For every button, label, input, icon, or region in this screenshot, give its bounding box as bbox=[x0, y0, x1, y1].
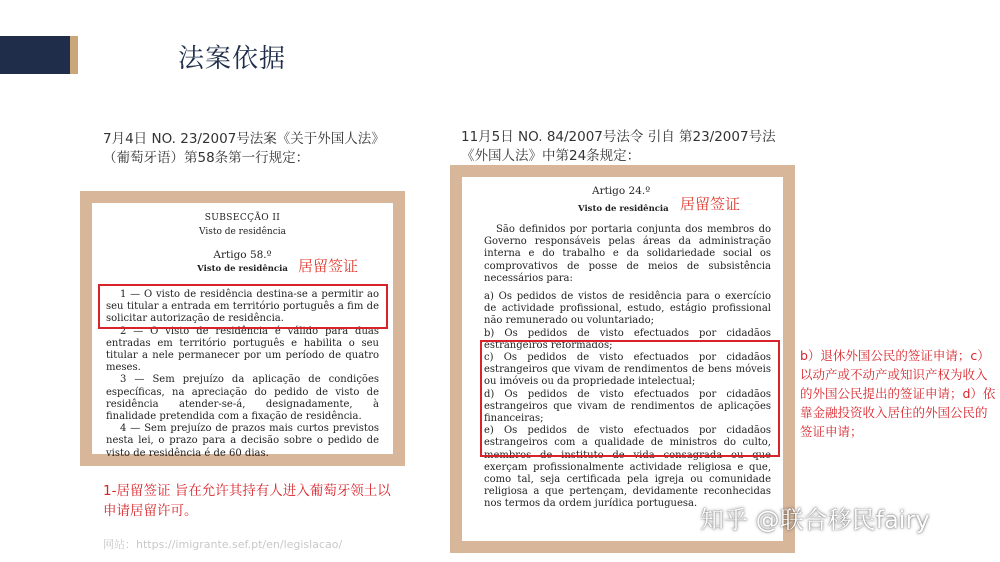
highlight-box-paragraph-1 bbox=[98, 284, 388, 329]
doc-article-title: Visto de residência bbox=[578, 204, 669, 214]
page-title: 法案依据 bbox=[178, 44, 287, 74]
right-caption: 11月5日 NO. 84/2007号法令 引自 第23/2007号法《外国人法》中第24条规定： bbox=[461, 129, 776, 164]
right-translation-note: b）退休外国公民的签证申请；c）以动产或不动产或知识产权为收入的外国公民提出的签证申请；d）依靠金融投资收入居住的外国公民的签证申请； bbox=[800, 348, 996, 439]
doc-paragraph: 3 — Sem prejuízo da aplicação de condições específicas, na apreciação do pedido de visto de residência atender-se-á, designadamente, à finalidade pretendida com a fixação de residência. bbox=[106, 374, 379, 423]
doc-item-e: e) Os pedidos de visto efectuados por cidadãos estrangeiros com a qualidade de ministros do culto, membros de instituto de vida consagrada ou que exerçam profissionalmente actividade religiosa e que, como tal, seja certificada pela igreja ou comunidade religiosa a que pertençam, devidamente reconhecidas nos termos da ordem jurídica portuguesa. bbox=[484, 425, 771, 510]
header-gold-stripe bbox=[70, 36, 78, 74]
doc-paragraph: 4 — Sem prejuízo de prazos mais curtos previstos nesta lei, o prazo para a decisão sobre o pedido de visto de residência é de 60 dias. bbox=[106, 423, 379, 459]
right-document-frame bbox=[450, 165, 795, 553]
header-accent-bar bbox=[0, 36, 78, 74]
doc-article-title: Visto de residência bbox=[197, 264, 288, 274]
doc-item-a: a) Os pedidos de vistos de residência para o exercício de actividade profissional, estudo, estágio profissional não remunerado ou voluntariado; bbox=[484, 291, 771, 327]
doc-article-number: Artigo 24.º bbox=[592, 185, 651, 197]
doc-subsection: SUBSECÇÃO II bbox=[204, 213, 281, 223]
doc-paragraph: 1 — O visto de residência destina-se a permitir ao seu titular a entrada em território português a fim de solicitar autorização de residência. bbox=[106, 289, 379, 325]
right-document-page bbox=[462, 177, 783, 541]
left-translation-note: 1-居留签证 旨在允许其持有人进入葡萄牙领土以申请居留许可。 bbox=[103, 483, 391, 519]
left-document-frame bbox=[80, 191, 405, 466]
left-document-page bbox=[92, 203, 393, 459]
watermark: 知乎 @联合移民fairy bbox=[700, 506, 930, 534]
highlight-box-items-b-d bbox=[480, 340, 780, 457]
left-caption: 7月4日 NO. 23/2007号法案《关于外国人法》（葡萄牙语）第58条第一行规定： bbox=[103, 131, 385, 166]
doc-item-d: d) Os pedidos de visto efectuados por cidadãos estrangeiros que vivam de rendimentos de aplicações financeiras; bbox=[484, 388, 771, 425]
red-label-residence-visa: 居留签证 bbox=[680, 195, 741, 213]
doc-item-c: c) Os pedidos de visto efectuados por cidadãos estrangeiros que vivam de rendimentos de bens móveis ou imóveis ou da propriedade intelectual; bbox=[484, 352, 771, 388]
red-label-residence-visa: 居留签证 bbox=[298, 257, 359, 275]
doc-subtitle: Visto de residência bbox=[199, 227, 286, 237]
doc-item-b: b) Os pedidos de visto efectuados por cidadãos estrangeiros reformados; bbox=[484, 327, 771, 351]
source-website: 网站：https://imigrante.sef.pt/en/legislacao/ bbox=[103, 538, 343, 551]
doc-paragraph: 2 — O visto de residência é válido para duas entradas em território português e habilita o seu titular a nele permanecer por um período de quatro meses. bbox=[106, 325, 379, 374]
doc-article-number: Artigo 58.º bbox=[213, 249, 272, 261]
doc-intro: São definidos por portaria conjunta dos membros do Governo responsáveis pelas áreas da administração interna e do trabalho e da solidariedade social os comprovativos de posse de meios de subsistência necessários para: bbox=[484, 224, 771, 284]
